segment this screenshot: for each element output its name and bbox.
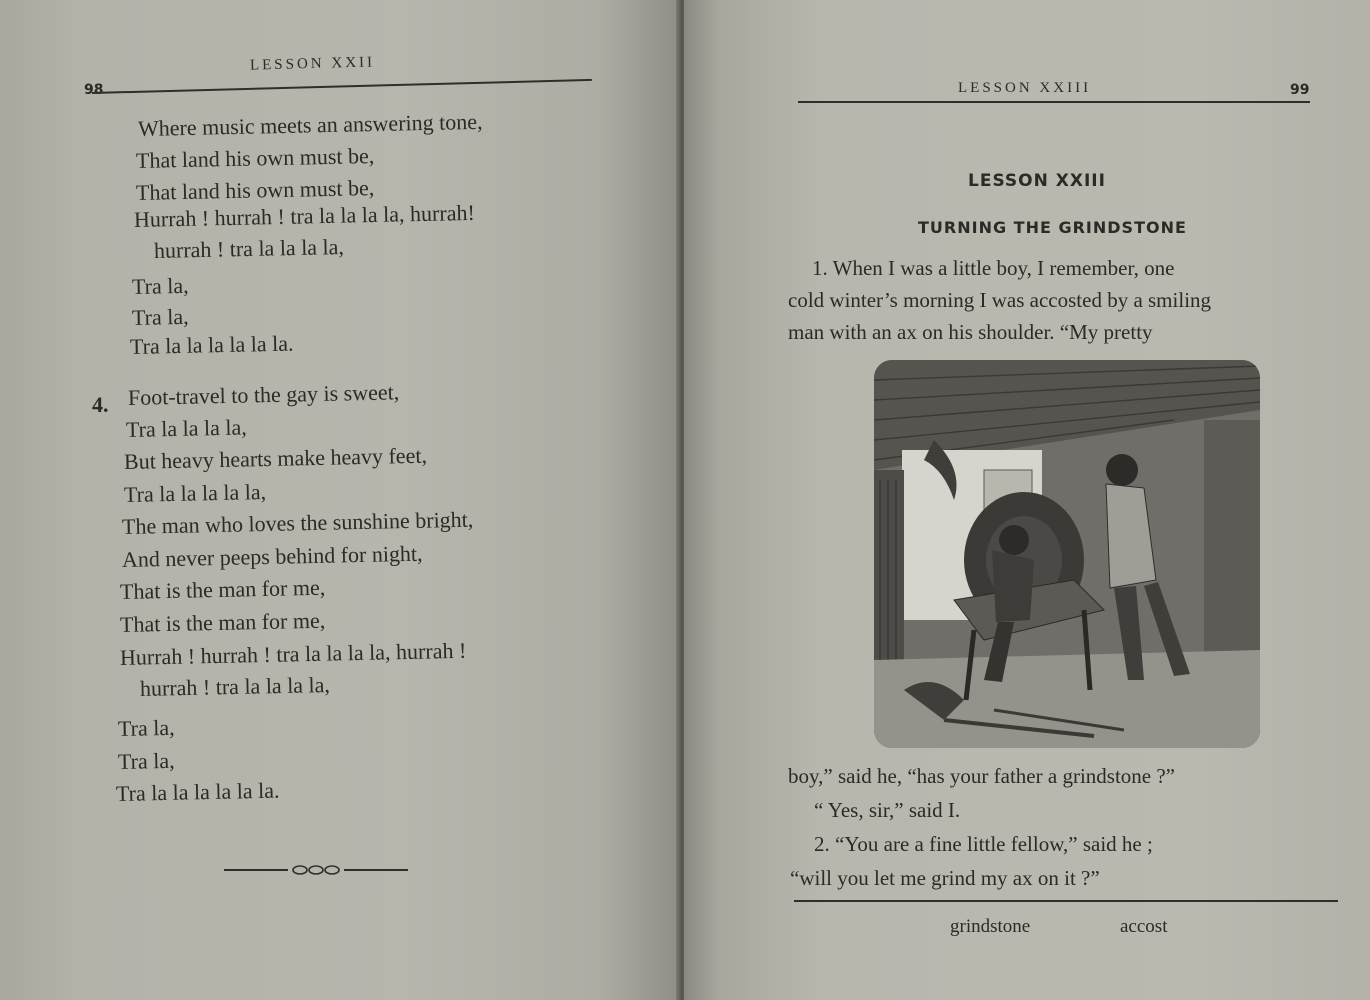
paragraph-line: boy,” said he, “has your father a grindstone ?” (788, 764, 1175, 788)
poem-line: Hurrah ! hurrah ! tra la la la la, hurrah ! (119, 637, 467, 670)
poem-line: Where music meets an answering tone, (137, 108, 483, 141)
poem-line: Hurrah ! hurrah ! tra la la la la, hurrah! (133, 199, 476, 232)
paragraph-line: “will you let me grind my ax on it ?” (790, 866, 1100, 890)
ornament-divider-icon (224, 858, 408, 882)
lesson-subtitle: TURNING THE GRINDSTONE (918, 218, 1187, 237)
paragraph-line: 2. “You are a fine little fellow,” said he ; (814, 832, 1153, 856)
lesson-title: LESSON XXIII (968, 171, 1106, 191)
vocabulary-word: grindstone (950, 916, 1031, 937)
poem-line: But heavy hearts make heavy feet, (123, 442, 428, 474)
paragraph-line: 1. When I was a little boy, I remember, one (812, 256, 1175, 280)
poem-line: Tra la, (117, 747, 175, 774)
poem-line: That land his own must be, (135, 143, 375, 173)
page-number-left: 98 (84, 82, 104, 98)
poem-line: That is the man for me, (119, 607, 326, 637)
vocabulary-word: accost (1120, 916, 1168, 937)
running-header-right: LESSON XXIII (958, 80, 1092, 96)
poem-line: hurrah ! tra la la la la, (139, 672, 331, 701)
poem-line: Tra la la la la, (125, 414, 247, 442)
poem-line: Tra la la la la la la. (115, 777, 280, 806)
poem-line: Tra la, (131, 272, 189, 299)
paragraph-line: cold winter’s morning I was accosted by a smiling (788, 288, 1212, 312)
poem-line: Tra la, (117, 714, 175, 741)
left-page (0, 0, 680, 1000)
poem-line: Tra la la la la la la. (129, 330, 294, 359)
header-rule-left (92, 79, 592, 94)
footer-rule (794, 900, 1338, 902)
grindstone-engraving-icon (874, 360, 1260, 748)
header-rule-right (798, 101, 1310, 103)
paragraph-line: “ Yes, sir,” said I. (814, 798, 961, 822)
poem-line: Foot-travel to the gay is sweet, (127, 379, 400, 410)
poem-line: That land his own must be, (135, 175, 375, 205)
poem-line: That is the man for me, (119, 574, 326, 604)
poem-line: The man who loves the sunshine bright, (121, 506, 474, 539)
poem-line: hurrah ! tra la la la la, (153, 234, 345, 263)
poem-line: Tra la la la la la, (123, 479, 267, 507)
stanza-number: 4. (92, 392, 109, 417)
running-header-left: LESSON XXII (249, 54, 376, 74)
poem-line: And never peeps behind for night, (121, 540, 423, 572)
page-number-right: 99 (1290, 82, 1310, 98)
paragraph-line: man with an ax on his shoulder. “My pretty (788, 320, 1153, 344)
poem-line: Tra la, (131, 303, 189, 330)
